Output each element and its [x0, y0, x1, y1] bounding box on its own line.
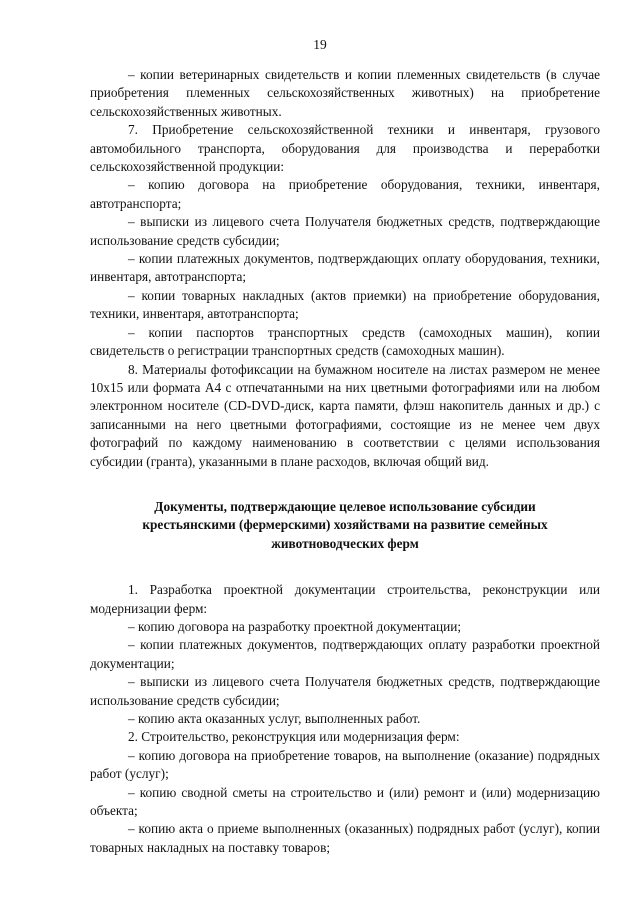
paragraph: – копию договора на разработку проектной документации; [128, 618, 462, 634]
paragraph: – выписки из лицевого счета Получателя бюджетных средств, подтверждающие использование средств субсидии; [90, 674, 600, 708]
paragraph: – копию договора на приобретение товаров, на выполнение (оказание) подрядных работ (услуг); [90, 747, 600, 782]
paragraph: 2. Строительство, реконструкция или модернизация ферм: [128, 729, 460, 745]
paragraph: – копию сводной сметы на строительство и (или) ремонт и (или) модернизацию объекта; [90, 784, 600, 819]
paragraph: – копию акта о приеме выполненных (оказанных) подрядных работ (услуг), копии товарных накладных на поставку товаров; [90, 821, 600, 855]
paragraph: 1. Разработка проектной документации строительства, реконструкции или модернизации ферм: [90, 582, 600, 616]
paragraph: – копию акта оказанных услуг, выполненных работ. [128, 711, 421, 726]
section-heading: Документы, подтверждающие целевое использование субсидии крестьянскими (фермерскими) хозяйствами на развитие семейных животноводческих ферм [142, 498, 548, 551]
page-number: 19 [313, 37, 327, 52]
paragraph: – копии товарных накладных (актов приемки) на приобретение оборудования, техники, инвентаря, автотранспорта; [90, 287, 600, 322]
paragraph: – копии платежных документов, подтверждающих оплату разработки проектной документации; [90, 637, 600, 671]
paragraph: – копии платежных документов, подтверждающих оплату оборудования, техники, инвентаря, автотранспорта; [90, 251, 600, 285]
document-body [90, 66, 600, 857]
paragraph: – копии ветеринарных свидетельств и копии племенных свидетельств (в случае приобретения племенных сельскохозяйственных животных) на приобретение сельскохозяйственных животных. [90, 67, 600, 119]
paragraph: – выписки из лицевого счета Получателя бюджетных средств, подтверждающие использование средств субсидии; [90, 214, 600, 248]
paragraph: – копию договора на приобретение оборудования, техники, инвентаря, автотранспорта; [90, 177, 600, 211]
paragraph: – копии паспортов транспортных средств (самоходных машин), копии свидетельств о регистрации транспортных средств (самоходных машин). [90, 324, 600, 359]
paragraph: 7. Приобретение сельскохозяйственной техники и инвентаря, грузового автомобильного транспорта, оборудования для производства и переработки сельскохозяйственной продукции: [90, 122, 600, 175]
paragraph: 8. Материалы фотофиксации на бумажном носителе на листах размером не менее 10х15 или формата А4 с отпечатанными на них цветными фотографиями или на любом электронном носителе (CD-DVD-диск, карта памяти, флэш накопитель данных и др.) с записанными на него цветными фотографиями, состоящие из не менее чем двух фотографий по каждому наименованию в соответствии с целями использования субсидии (гранта), указанными в плане расходов, включая общий вид. [90, 361, 600, 469]
